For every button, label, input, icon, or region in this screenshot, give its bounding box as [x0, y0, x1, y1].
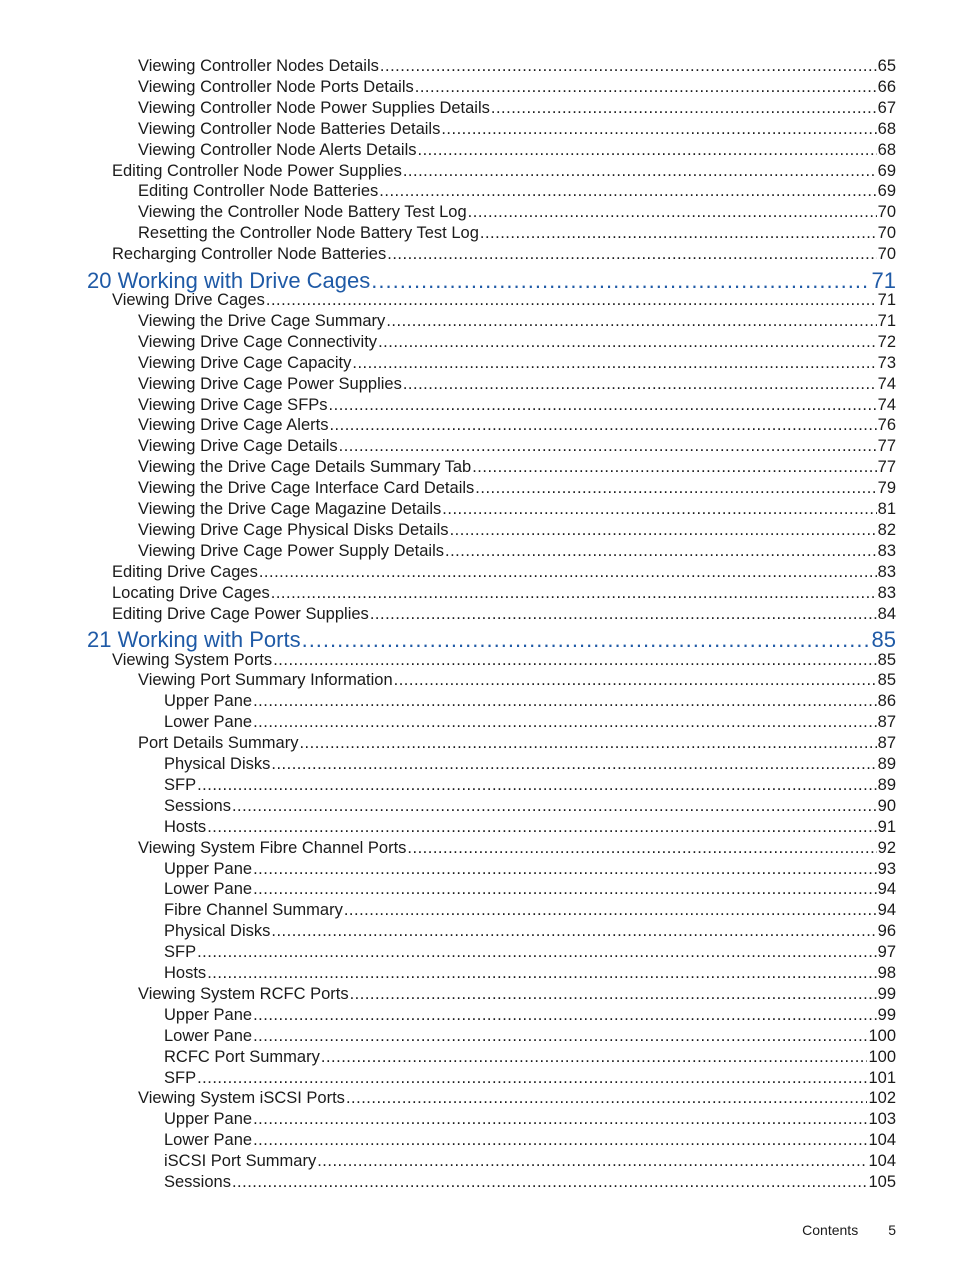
toc-entry[interactable] — [138, 98, 896, 119]
toc-entry-page: 92 — [877, 839, 896, 857]
toc-entry-title: Viewing Drive Cage Details — [138, 437, 338, 455]
toc-entry[interactable] — [164, 1109, 896, 1130]
toc-entry[interactable] — [164, 1005, 896, 1026]
toc-dot-leader — [207, 817, 876, 838]
toc-dot-leader — [344, 900, 877, 921]
toc-entry-page: 89 — [877, 776, 896, 794]
toc-entry-title: Locating Drive Cages — [112, 584, 270, 602]
toc-entry-page: 87 — [877, 734, 896, 752]
toc-entry[interactable] — [164, 963, 896, 984]
toc-entry[interactable] — [138, 77, 896, 98]
toc-entry[interactable] — [164, 817, 896, 838]
toc-entry-page: 98 — [877, 964, 896, 982]
toc-entry-title: Viewing Drive Cages — [112, 291, 265, 309]
toc-dot-leader — [207, 963, 876, 984]
toc-dot-leader — [266, 290, 877, 311]
toc-entry[interactable] — [164, 796, 896, 817]
toc-entry[interactable] — [164, 921, 896, 942]
toc-entry[interactable] — [138, 140, 896, 161]
toc-entry-title: SFP — [164, 943, 197, 961]
toc-entry-title: Viewing the Drive Cage Magazine Details — [138, 500, 442, 518]
toc-dot-leader — [350, 984, 877, 1005]
toc-entry[interactable] — [138, 436, 896, 457]
toc-dot-leader — [441, 119, 876, 140]
toc-entry-title: Lower Pane — [164, 1131, 253, 1149]
toc-entry-page: 77 — [877, 458, 896, 476]
toc-entry-page: 85 — [871, 627, 896, 652]
toc-entry[interactable] — [164, 691, 896, 712]
toc-entry[interactable] — [138, 332, 896, 353]
toc-entry-page: 87 — [877, 713, 896, 731]
toc-entry-title: Viewing Drive Cage Physical Disks Details — [138, 521, 449, 539]
toc-entry[interactable] — [138, 395, 896, 416]
toc-dot-leader — [450, 520, 877, 541]
toc-entry[interactable] — [138, 520, 896, 541]
toc-entry-title: Upper Pane — [164, 1006, 253, 1024]
toc-entry-title: Port Details Summary — [138, 734, 299, 752]
toc-dot-leader — [321, 1047, 868, 1068]
toc-entry[interactable] — [164, 1172, 896, 1193]
toc-entry-title: Lower Pane — [164, 880, 253, 898]
toc-entry-page: 71 — [877, 291, 896, 309]
toc-entry-title: Sessions — [164, 797, 231, 815]
toc-entry-page: 68 — [877, 141, 896, 159]
toc-entry[interactable] — [138, 353, 896, 374]
toc-entry-title: Physical Disks — [164, 922, 271, 940]
toc-entry[interactable] — [164, 1068, 896, 1089]
toc-entry-page: 70 — [877, 245, 896, 263]
toc-entry-page: 70 — [877, 203, 896, 221]
toc-dot-leader — [380, 56, 877, 77]
toc-dot-leader — [475, 478, 876, 499]
toc-entry-title: Viewing the Controller Node Battery Test Log — [138, 203, 467, 221]
toc-entry-page: 71 — [871, 268, 896, 293]
toc-entry[interactable] — [138, 499, 896, 520]
toc-entry-title: Lower Pane — [164, 1027, 253, 1045]
toc-entry[interactable] — [164, 879, 896, 900]
toc-entry-page: 84 — [877, 605, 896, 623]
toc-entry[interactable] — [112, 290, 896, 311]
toc-entry-title: Viewing System Ports — [112, 651, 273, 669]
toc-dot-leader — [253, 1026, 867, 1047]
toc-dot-leader — [472, 457, 876, 478]
toc-entry-title: RCFC Port Summary — [164, 1048, 320, 1066]
toc-dot-leader — [329, 415, 876, 436]
toc-entry-page: 102 — [868, 1089, 896, 1107]
toc-dot-leader — [271, 754, 876, 775]
toc-entry[interactable] — [112, 562, 896, 583]
toc-dot-leader — [197, 942, 877, 963]
toc-dot-leader — [370, 604, 877, 625]
toc-entry[interactable] — [164, 754, 896, 775]
toc-dot-leader — [329, 395, 877, 416]
toc-entry-title: Viewing Controller Nodes Details — [138, 57, 379, 75]
toc-dot-leader — [302, 626, 871, 653]
toc-entry-page: 91 — [877, 818, 896, 836]
toc-entry-page: 100 — [868, 1048, 896, 1066]
toc-entry-title: Viewing the Drive Cage Summary — [138, 312, 386, 330]
toc-entry[interactable] — [138, 56, 896, 77]
toc-entry-title: Sessions — [164, 1173, 231, 1191]
toc-entry-title: Viewing the Drive Cage Details Summary Tab — [138, 458, 472, 476]
toc-dot-leader — [273, 650, 876, 671]
toc-entry[interactable] — [138, 223, 896, 244]
toc-entry[interactable] — [138, 181, 896, 202]
toc-entry-page: 104 — [868, 1152, 896, 1170]
toc-entry[interactable] — [138, 478, 896, 499]
toc-entry-title: Editing Drive Cages — [112, 563, 258, 581]
toc-entry[interactable] — [112, 583, 896, 604]
toc-entry-page: 94 — [877, 880, 896, 898]
toc-entry-page: 99 — [877, 1006, 896, 1024]
toc-dot-leader — [253, 1109, 867, 1130]
toc-entry-page: 103 — [868, 1110, 896, 1128]
toc-entry-page: 69 — [877, 182, 896, 200]
toc-entry-page: 85 — [877, 651, 896, 669]
toc-entry-title: Viewing System Fibre Channel Ports — [138, 839, 407, 857]
toc-dot-leader — [386, 311, 876, 332]
toc-dot-leader — [317, 1151, 867, 1172]
toc-entry-title: Viewing Controller Node Ports Details — [138, 78, 414, 96]
toc-entry[interactable] — [164, 1151, 896, 1172]
toc-entry-title: Viewing System RCFC Ports — [138, 985, 349, 1003]
toc-entry[interactable] — [112, 650, 896, 671]
toc-dot-leader — [271, 921, 876, 942]
toc-entry-title: Viewing System iSCSI Ports — [138, 1089, 345, 1107]
toc-dot-leader — [445, 541, 877, 562]
toc-entry-page: 86 — [877, 692, 896, 710]
toc-entry-title: 20 Working with Drive Cages — [87, 268, 371, 293]
toc-entry-title: Viewing Port Summary Information — [138, 671, 393, 689]
toc-entry-title: Editing Drive Cage Power Supplies — [112, 605, 369, 623]
toc-dot-leader — [197, 775, 877, 796]
toc-entry-title: Viewing Drive Cage Power Supplies — [138, 375, 402, 393]
toc-entry-page: 69 — [877, 162, 896, 180]
toc-entry-page: 73 — [877, 354, 896, 372]
toc-dot-leader — [407, 838, 876, 859]
toc-entry-page: 76 — [877, 416, 896, 434]
toc-entry[interactable] — [164, 859, 896, 880]
toc-entry[interactable] — [138, 119, 896, 140]
toc-entry[interactable] — [138, 202, 896, 223]
toc-dot-leader — [418, 140, 877, 161]
toc-dot-leader — [415, 77, 877, 98]
toc-entry-title: Viewing Drive Cage Power Supply Details — [138, 542, 445, 560]
toc-entry[interactable] — [138, 984, 896, 1005]
toc-entry-title: Lower Pane — [164, 713, 253, 731]
toc-entry-page: 66 — [877, 78, 896, 96]
toc-entry[interactable] — [138, 374, 896, 395]
toc-dot-leader — [253, 691, 877, 712]
toc-dot-leader — [253, 712, 877, 733]
toc-entry-page: 100 — [868, 1027, 896, 1045]
toc-entry[interactable] — [138, 733, 896, 754]
toc-entry-title: 21 Working with Ports — [87, 627, 301, 652]
toc-dot-leader — [232, 796, 877, 817]
toc-entry-page: 99 — [877, 985, 896, 1003]
toc-entry-title: SFP — [164, 776, 197, 794]
toc-entry-page: 83 — [877, 542, 896, 560]
toc-entry-title: Upper Pane — [164, 692, 253, 710]
toc-entry-title: Viewing Drive Cage Capacity — [138, 354, 352, 372]
toc-entry-page: 83 — [877, 584, 896, 602]
toc-dot-leader — [403, 161, 877, 182]
toc-entry-title: iSCSI Port Summary — [164, 1152, 317, 1170]
toc-dot-leader — [346, 1088, 868, 1109]
toc-entry-page: 79 — [877, 479, 896, 497]
toc-entry-title: Editing Controller Node Batteries — [138, 182, 379, 200]
toc-entry-page: 82 — [877, 521, 896, 539]
toc-entry[interactable] — [164, 712, 896, 733]
toc-dot-leader — [379, 181, 876, 202]
toc-dot-leader — [259, 562, 877, 583]
toc-dot-leader — [339, 436, 877, 457]
toc-entry-page: 85 — [877, 671, 896, 689]
toc-dot-leader — [253, 1005, 877, 1026]
toc-dot-leader — [197, 1068, 867, 1089]
toc-entry[interactable] — [164, 1130, 896, 1151]
toc-entry[interactable] — [138, 1088, 896, 1109]
toc-entry-title: Fibre Channel Summary — [164, 901, 343, 919]
toc-entry-title: Physical Disks — [164, 755, 271, 773]
toc-dot-leader — [232, 1172, 868, 1193]
toc-entry-page: 68 — [877, 120, 896, 138]
toc-chapter-entry[interactable] — [87, 626, 896, 653]
footer-page-number: 5 — [888, 1222, 896, 1238]
toc-dot-leader — [387, 244, 876, 265]
toc-entry[interactable] — [164, 1047, 896, 1068]
toc-entry-page: 77 — [877, 437, 896, 455]
toc-entry[interactable] — [164, 775, 896, 796]
toc-entry-title: Viewing Drive Cage Connectivity — [138, 333, 378, 351]
toc-entry-page: 96 — [877, 922, 896, 940]
toc-entry-title: Viewing the Drive Cage Interface Card Details — [138, 479, 475, 497]
toc-entry-title: Upper Pane — [164, 1110, 253, 1128]
toc-dot-leader — [480, 223, 877, 244]
toc-entry[interactable] — [112, 604, 896, 625]
toc-entry[interactable] — [112, 244, 896, 265]
toc-entry-page: 70 — [877, 224, 896, 242]
toc-entry-title: Upper Pane — [164, 860, 253, 878]
toc-dot-leader — [378, 332, 877, 353]
toc-entry-title: Hosts — [164, 964, 207, 982]
toc-entry-page: 72 — [877, 333, 896, 351]
toc-entry-page: 74 — [877, 375, 896, 393]
toc-entry[interactable] — [138, 457, 896, 478]
toc-entry-page: 93 — [877, 860, 896, 878]
toc-entry-page: 74 — [877, 396, 896, 414]
toc-dot-leader — [271, 583, 877, 604]
toc-entry-title: Hosts — [164, 818, 207, 836]
toc-entry[interactable] — [138, 415, 896, 436]
toc-entry[interactable] — [138, 541, 896, 562]
toc-dot-leader — [253, 879, 877, 900]
toc-entry[interactable] — [164, 1026, 896, 1047]
toc-entry-page: 104 — [868, 1131, 896, 1149]
toc-dot-leader — [253, 859, 877, 880]
toc-dot-leader — [491, 98, 877, 119]
toc-dot-leader — [442, 499, 876, 520]
toc-dot-leader — [253, 1130, 867, 1151]
toc-entry-page: 89 — [877, 755, 896, 773]
toc-dot-leader — [299, 733, 876, 754]
toc-entry-page: 94 — [877, 901, 896, 919]
toc-entry-page: 71 — [877, 312, 896, 330]
toc-entry[interactable] — [164, 900, 896, 921]
toc-entry-title: Editing Controller Node Power Supplies — [112, 162, 402, 180]
toc-entry-page: 67 — [877, 99, 896, 117]
toc-entry-title: Viewing Controller Node Batteries Details — [138, 120, 441, 138]
toc-entry-page: 105 — [868, 1173, 896, 1191]
toc-entry[interactable] — [138, 670, 896, 691]
toc-dot-leader — [394, 670, 877, 691]
toc-entry-page: 83 — [877, 563, 896, 581]
toc-entry-title: Resetting the Controller Node Battery Test Log — [138, 224, 479, 242]
toc-dot-leader — [403, 374, 877, 395]
page-footer — [802, 1222, 896, 1238]
toc-entry[interactable] — [164, 942, 896, 963]
toc-entry[interactable] — [138, 311, 896, 332]
toc-entry-page: 90 — [877, 797, 896, 815]
toc-entry-title: Recharging Controller Node Batteries — [112, 245, 387, 263]
toc-entry-page: 97 — [877, 943, 896, 961]
footer-section: Contents — [802, 1222, 859, 1238]
toc-entry-page: 101 — [868, 1069, 896, 1087]
toc-entry[interactable] — [112, 161, 896, 182]
toc-entry-title: Viewing Drive Cage SFPs — [138, 396, 328, 414]
toc-entry-page: 65 — [877, 57, 896, 75]
toc-entry[interactable] — [138, 838, 896, 859]
toc-dot-leader — [352, 353, 876, 374]
toc-entry-title: Viewing Drive Cage Alerts — [138, 416, 329, 434]
toc-entry-page: 81 — [877, 500, 896, 518]
toc-entry-title: SFP — [164, 1069, 197, 1087]
toc-entry-title: Viewing Controller Node Power Supplies Details — [138, 99, 490, 117]
toc-dot-leader — [468, 202, 877, 223]
toc-entry-title: Viewing Controller Node Alerts Details — [138, 141, 417, 159]
